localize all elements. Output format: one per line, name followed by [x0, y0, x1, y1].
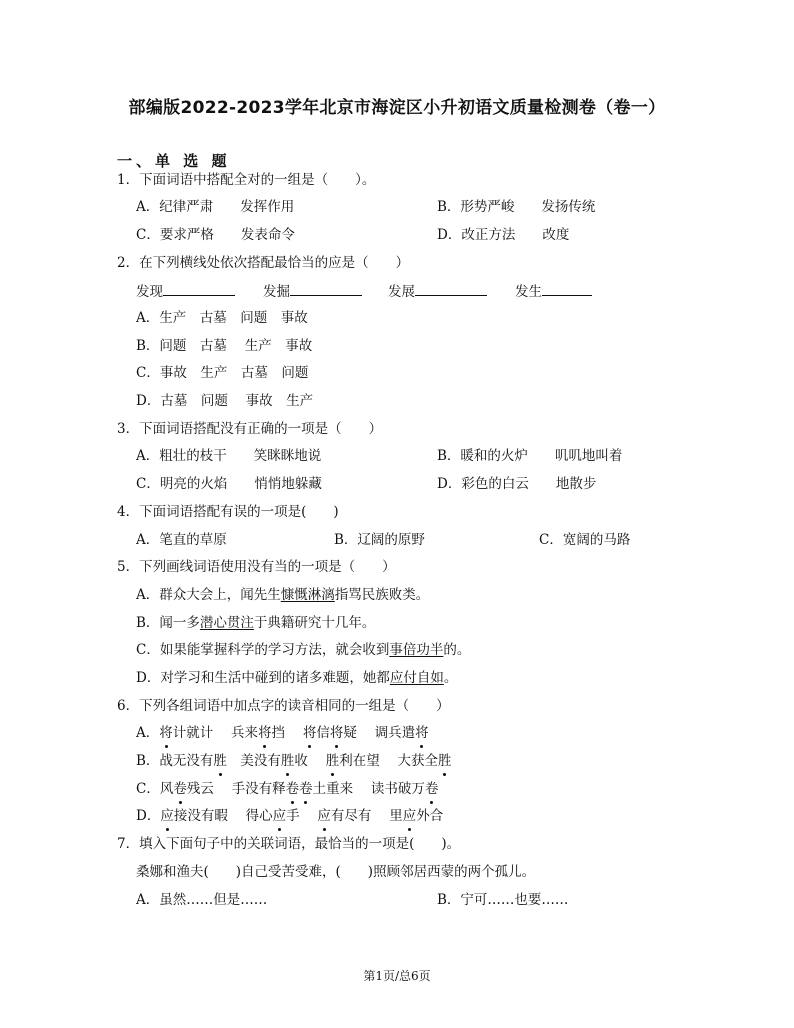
question-1-option-b: B．形势严峻 发扬传统	[437, 199, 596, 215]
dotted-char: 将	[329, 725, 344, 741]
question-5-option-b	[136, 613, 375, 633]
option-text: 收	[294, 753, 326, 769]
question-1-option-d: D．改正方法 改度	[437, 227, 570, 243]
option-text: D．对学习和生活中碰到的诸多难题，她都	[136, 670, 390, 686]
option-text: 接没有暇 得心	[173, 808, 273, 824]
dotted-char: 胜	[280, 753, 295, 769]
question-2-option-c: C．事故 生产 古墓 问题	[136, 365, 309, 381]
dotted-char: 卷	[424, 781, 439, 797]
question-2-stem: 2．在下列横线处依次搭配最恰当的应是（ ）	[117, 255, 410, 271]
blank-word-3: 发展	[388, 284, 415, 300]
question-2-option-d: D．古墓 问题 事故 生产	[136, 393, 314, 409]
page-footer: 第1页/总6页	[363, 969, 431, 983]
question-3-option-d: D．彩色的白云 地散步	[437, 476, 597, 492]
dotted-char: 将	[302, 725, 317, 741]
question-3-stem: 3．下面词语搭配没有正确的一项是（ ）	[117, 421, 383, 437]
option-text: 利在望 大获全	[339, 753, 439, 769]
question-7-stem: 7．填入下面句子中的关联词语，最恰当的一项是( )。	[117, 836, 461, 852]
blank-word-4: 发生	[515, 284, 542, 300]
dotted-char: 卷	[299, 781, 313, 797]
question-4-option-a: A．笔直的草原	[136, 532, 227, 548]
option-text: 计就计 兵来	[172, 725, 259, 741]
question-2-option-b: B．问题 古墓 生产 事故	[136, 338, 313, 354]
blank-word-1: 发现	[136, 284, 163, 300]
underlined-phrase: 应付自如	[389, 670, 444, 686]
question-3-option-b: B．暖和的火炉 叽叽地叫着	[437, 448, 623, 464]
dotted-char: 将	[415, 725, 429, 741]
option-text: 外合	[416, 808, 444, 824]
option-text: 土重来 读书破万	[312, 781, 425, 797]
fill-blank-4	[542, 281, 592, 296]
option-text: A．群众大会上，闻先生	[136, 587, 281, 603]
question-5-option-c	[136, 640, 470, 660]
question-7-option-b: B．宁可……也要……	[437, 892, 569, 908]
dotted-char: 将	[258, 725, 272, 741]
option-text: 信	[316, 725, 330, 741]
option-text: 疑 调兵遣	[343, 725, 416, 741]
fill-blank-3	[415, 281, 487, 296]
question-4-option-b: B．辽阔的原野	[334, 532, 425, 548]
question-7-sentence: 桑娜和渔夫( )自己受苦受难，( )照顾邻居西蒙的两个孤儿。	[136, 864, 536, 880]
option-text: 有尽有 里	[330, 808, 403, 824]
option-text: 手	[286, 808, 318, 824]
dotted-char: 应	[160, 808, 174, 824]
dotted-char: 卷	[285, 781, 300, 797]
dotted-char: 卷	[173, 781, 187, 797]
question-2-option-a: A．生产 古墓 问题 事故	[136, 310, 308, 326]
question-3-option-a: A．粗壮的枝干 笑眯眯地说	[136, 448, 322, 464]
dotted-char: 应	[317, 808, 331, 824]
question-5-option-a	[136, 585, 429, 605]
section-heading: 一、单 选 题	[117, 152, 231, 170]
option-text: 。	[443, 670, 458, 686]
dotted-char: 将	[159, 725, 173, 741]
option-text: 残云 手没有释	[186, 781, 286, 797]
dotted-char: 胜	[325, 753, 340, 769]
dotted-char: 应	[272, 808, 287, 824]
question-2-blanks	[136, 281, 592, 302]
option-text: 挡	[271, 725, 303, 741]
option-text: B．闻一多	[136, 615, 200, 631]
option-text: D．	[136, 808, 161, 824]
question-5-stem: 5．下列画线词语使用没有当的一项是（ ）	[117, 559, 396, 575]
question-1-option-a: A．纪律严肃 发挥作用	[136, 199, 295, 215]
question-6-option-b	[136, 751, 452, 771]
blank-word-2: 发掘	[263, 284, 290, 300]
question-3-option-c: C．明亮的火焰 悄悄地躲藏	[136, 476, 322, 492]
question-6-option-d	[136, 806, 443, 826]
option-text: 指骂民族败类。	[334, 587, 430, 603]
underlined-phrase: 慷慨淋漓	[280, 587, 335, 603]
option-text: C．风	[136, 781, 174, 797]
underlined-phrase: 潜心贯注	[199, 615, 254, 631]
fill-blank-2	[290, 281, 362, 296]
question-4-stem: 4．下面词语搭配有误的一项是( )	[117, 504, 339, 520]
dotted-char: 应	[402, 808, 417, 824]
option-text: 的。	[443, 642, 471, 658]
option-text: 美没有	[226, 753, 281, 769]
question-6-stem: 6．下列各组词语中加点字的读音相同的一组是（ ）	[117, 698, 450, 714]
option-text: 于典籍研究十几年。	[253, 615, 376, 631]
underlined-phrase: 事倍功半	[389, 642, 444, 658]
option-text: C．如果能掌握科学的学习方法，就会收到	[136, 642, 390, 658]
question-7-option-a: A．虽然……但是……	[136, 892, 268, 908]
question-4-option-c: C．宽阔的马路	[539, 532, 631, 548]
question-6-option-a	[136, 723, 429, 743]
question-5-option-d	[136, 668, 457, 688]
page-title: 部编版2022-2023学年北京市海淀区小升初语文质量检测卷（卷一）	[128, 98, 666, 118]
dotted-char: 胜	[438, 753, 452, 769]
option-text: A．	[136, 725, 160, 741]
dotted-char: 胜	[213, 753, 227, 769]
question-1-option-c: C．要求严格 发表命令	[136, 227, 295, 243]
question-1-stem: 1．下面词语中搭配全对的一组是（ ）。	[117, 172, 376, 188]
fill-blank-1	[163, 281, 235, 296]
question-6-option-c	[136, 779, 438, 799]
option-text: B．战无没有	[136, 753, 214, 769]
